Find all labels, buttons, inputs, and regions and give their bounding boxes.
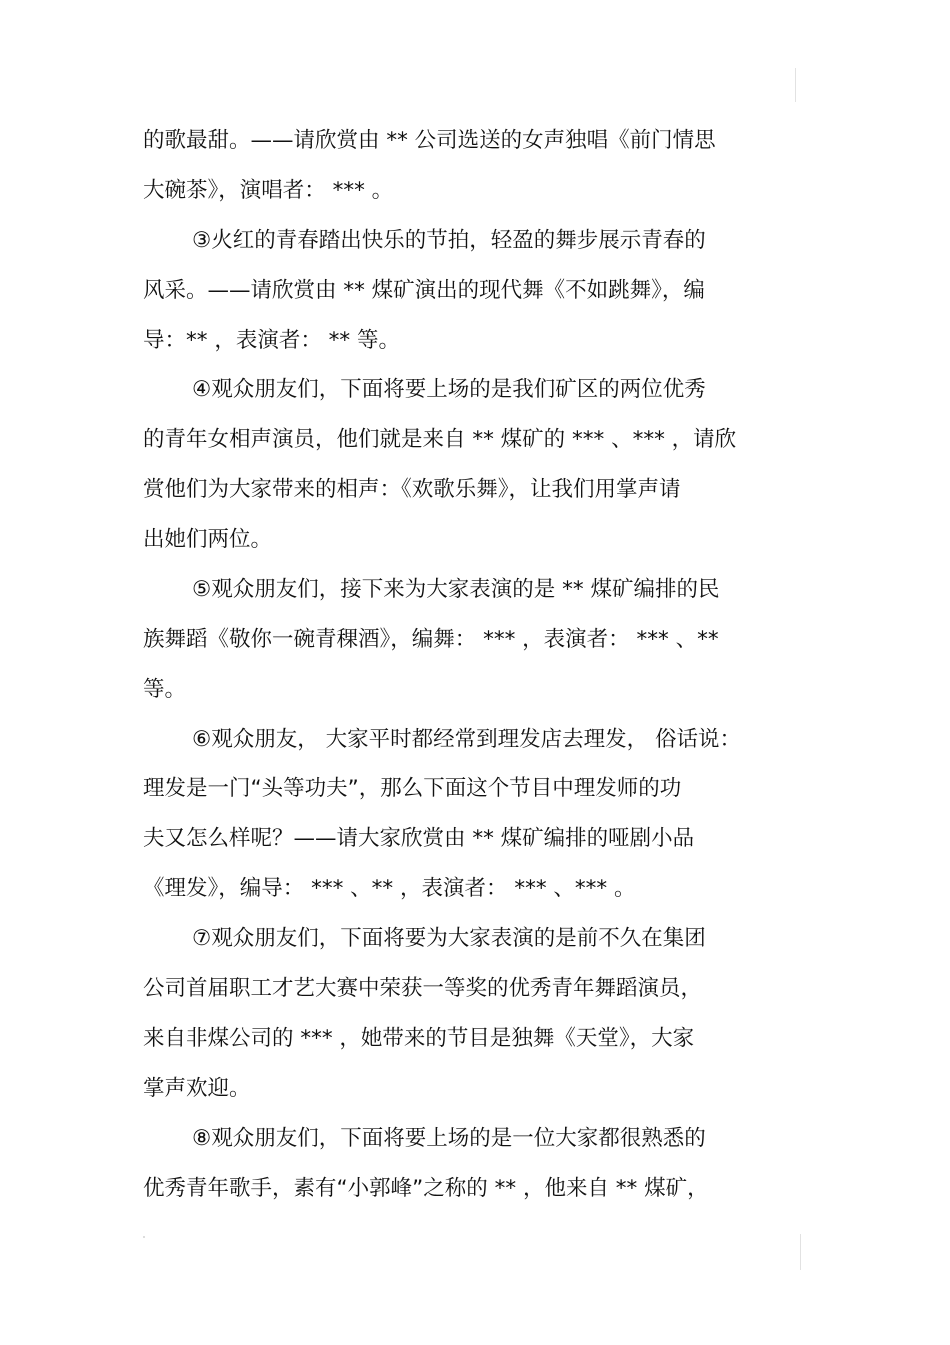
margin-rule-top [795,68,796,102]
paragraph-start-3: ③火红的青春踏出快乐的节拍，轻盈的舞步展示青春的 [192,228,706,253]
text-line: 掌声欢迎。 [143,1076,251,1101]
paragraph-start-4: ④观众朋友们，下面将要上场的是我们矿区的两位优秀 [192,377,706,402]
paragraph-start-8: ⑧观众朋友们，下面将要上场的是一位大家都很熟悉的 [192,1126,706,1151]
paragraph-start-5: ⑤观众朋友们，接下来为大家表演的是 ** 煤矿编排的民 [192,577,720,602]
text-line: 风采。——请欣赏由 ** 煤矿演出的现代舞《不如跳舞》，编 [143,278,705,303]
text-line: 优秀青年歌手，素有“小郭峰”之称的 ** ，他来自 ** 煤矿， [143,1176,709,1201]
paragraph-start-6: ⑥观众朋友， 大家平时都经常到理发店去理发， 俗话说： [192,727,741,752]
text-line: 的青年女相声演员，他们就是来自 ** 煤矿的 *** 、*** ，请欣 [143,427,737,452]
text-line: 公司首届职工才艺大赛中荣获一等奖的优秀青年舞蹈演员， [143,976,703,1001]
text-line: 大碗茶》，演唱者： *** 。 [143,178,394,203]
text-line: 来自非煤公司的 *** ，她带来的节目是独舞《天堂》，大家 [143,1026,695,1051]
text-line: 导：** ，表演者： ** 等。 [143,328,401,353]
margin-rule-bottom [800,1234,801,1270]
text-line: 夫又怎么样呢？——请大家欣赏由 ** 煤矿编排的哑剧小品 [143,826,695,851]
text-line: 出她们两位。 [143,527,273,552]
text-line: 《理发》，编导： *** 、** ，表演者： *** 、*** 。 [143,876,636,901]
text-line: 赏他们为大家带来的相声：《欢歌乐舞》，让我们用掌声请 [143,477,681,502]
scan-speck [143,1236,145,1238]
text-line: 的歌最甜。——请欣赏由 ** 公司选送的女声独唱《前门情思 [143,128,716,153]
text-line: 理发是一门“头等功夫”，那么下面这个节目中理发师的功 [143,776,682,801]
paragraph-start-7: ⑦观众朋友们，下面将要为大家表演的是前不久在集团 [192,926,706,951]
text-line: 族舞蹈《敬你一碗青稞酒》，编舞： *** ，表演者： *** 、** [143,627,719,652]
text-line: 等。 [143,677,187,702]
